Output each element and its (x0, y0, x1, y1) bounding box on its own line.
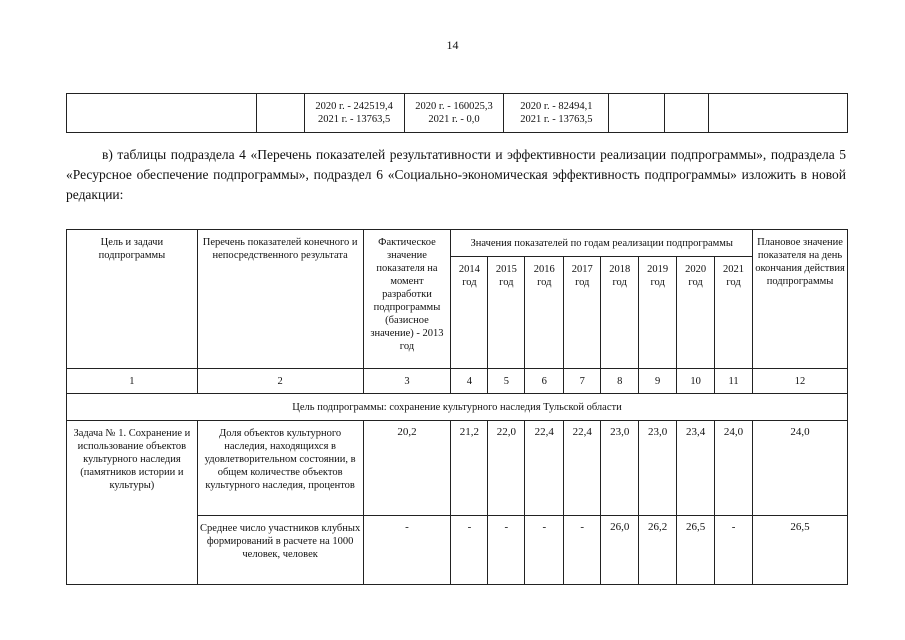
column-number: 1 (67, 369, 198, 394)
year-value: 26,0 (601, 516, 639, 585)
header-year: 2018 год (601, 257, 639, 369)
actual-value: 20,2 (363, 421, 451, 516)
planned-value: 24,0 (753, 421, 848, 516)
year-value: 21,2 (451, 421, 488, 516)
year-value: - (564, 516, 601, 585)
top-cell-empty (609, 94, 665, 133)
top-cell-empty (67, 94, 257, 133)
header-year: 2017 год (564, 257, 601, 369)
year-value: 26,5 (677, 516, 715, 585)
header-year: 2015 год (488, 257, 525, 369)
table-row (67, 421, 848, 516)
header-year: 2020 год (677, 257, 715, 369)
top-cell-empty (709, 94, 848, 133)
year-value: - (488, 516, 525, 585)
column-number: 10 (677, 369, 715, 394)
column-number: 12 (753, 369, 848, 394)
year-value: 22,4 (564, 421, 601, 516)
year-value: 23,4 (677, 421, 715, 516)
header-actual: Фактическое значение показателя на момент разработки подпрограммы (базисное значение) - 2013 год (363, 230, 451, 369)
header-planned: Плановое значение показателя на день окончания действия подпрограммы (753, 230, 848, 369)
indicator-cell: Среднее число участников клубных формирований в расчете на 1000 человек, человек (197, 516, 363, 585)
indicator-cell: Доля объектов культурного наследия, находящихся в удовлетворительном состоянии, в общем количестве объектов культурного наследия, процентов (197, 421, 363, 516)
year-value: 26,2 (639, 516, 677, 585)
top-fragment-table (66, 93, 848, 133)
header-year: 2021 год (715, 257, 753, 369)
header-years-group: Значения показателей по годам реализации подпрограммы (451, 230, 753, 257)
actual-value: - (363, 516, 451, 585)
year-value: 22,4 (525, 421, 564, 516)
column-number: 8 (601, 369, 639, 394)
header-goal: Цель и задачи подпрограммы (67, 230, 198, 369)
year-value: - (525, 516, 564, 585)
year-value: - (451, 516, 488, 585)
column-number: 6 (525, 369, 564, 394)
header-year: 2019 год (639, 257, 677, 369)
task-cell: Задача № 1. Сохранение и использование объектов культурного наследия (памятников истории и культуры) (67, 421, 198, 585)
column-number: 9 (639, 369, 677, 394)
year-value: - (715, 516, 753, 585)
column-number: 2 (197, 369, 363, 394)
year-value: 24,0 (715, 421, 753, 516)
planned-value: 26,5 (753, 516, 848, 585)
intro-paragraph (66, 145, 846, 205)
column-number: 11 (715, 369, 753, 394)
goal-row: Цель подпрограммы: сохранение культурного наследия Тульской области (67, 394, 848, 421)
column-number: 5 (488, 369, 525, 394)
indicators-table (66, 229, 848, 585)
header-year: 2016 год (525, 257, 564, 369)
top-cell-federal: 2020 г. - 82494,1 2021 г. - 13763,5 (504, 94, 609, 133)
top-cell-empty (665, 94, 709, 133)
top-cell-empty (256, 94, 304, 133)
column-number: 3 (363, 369, 451, 394)
year-value: 23,0 (639, 421, 677, 516)
column-number: 4 (451, 369, 488, 394)
column-number: 7 (564, 369, 601, 394)
page-number: 14 (446, 38, 459, 52)
intro-text: в) таблицы подраздела 4 «Перечень показателей результативности и эффективности реализации подпрограммы», подраздела 5 «Ресурсное обеспечение подпрограммы», подраздел 6 «Социально-экономическая эффективность подпрограммы» изложить в новой редакции: (66, 147, 846, 202)
top-cell-regional: 2020 г. - 160025,3 2021 г. - 0,0 (404, 94, 504, 133)
year-value: 22,0 (488, 421, 525, 516)
header-indicators: Перечень показателей конечного и непосредственного результата (197, 230, 363, 369)
header-year: 2014 год (451, 257, 488, 369)
year-value: 23,0 (601, 421, 639, 516)
top-cell-total: 2020 г. - 242519,4 2021 г. - 13763,5 (304, 94, 404, 133)
